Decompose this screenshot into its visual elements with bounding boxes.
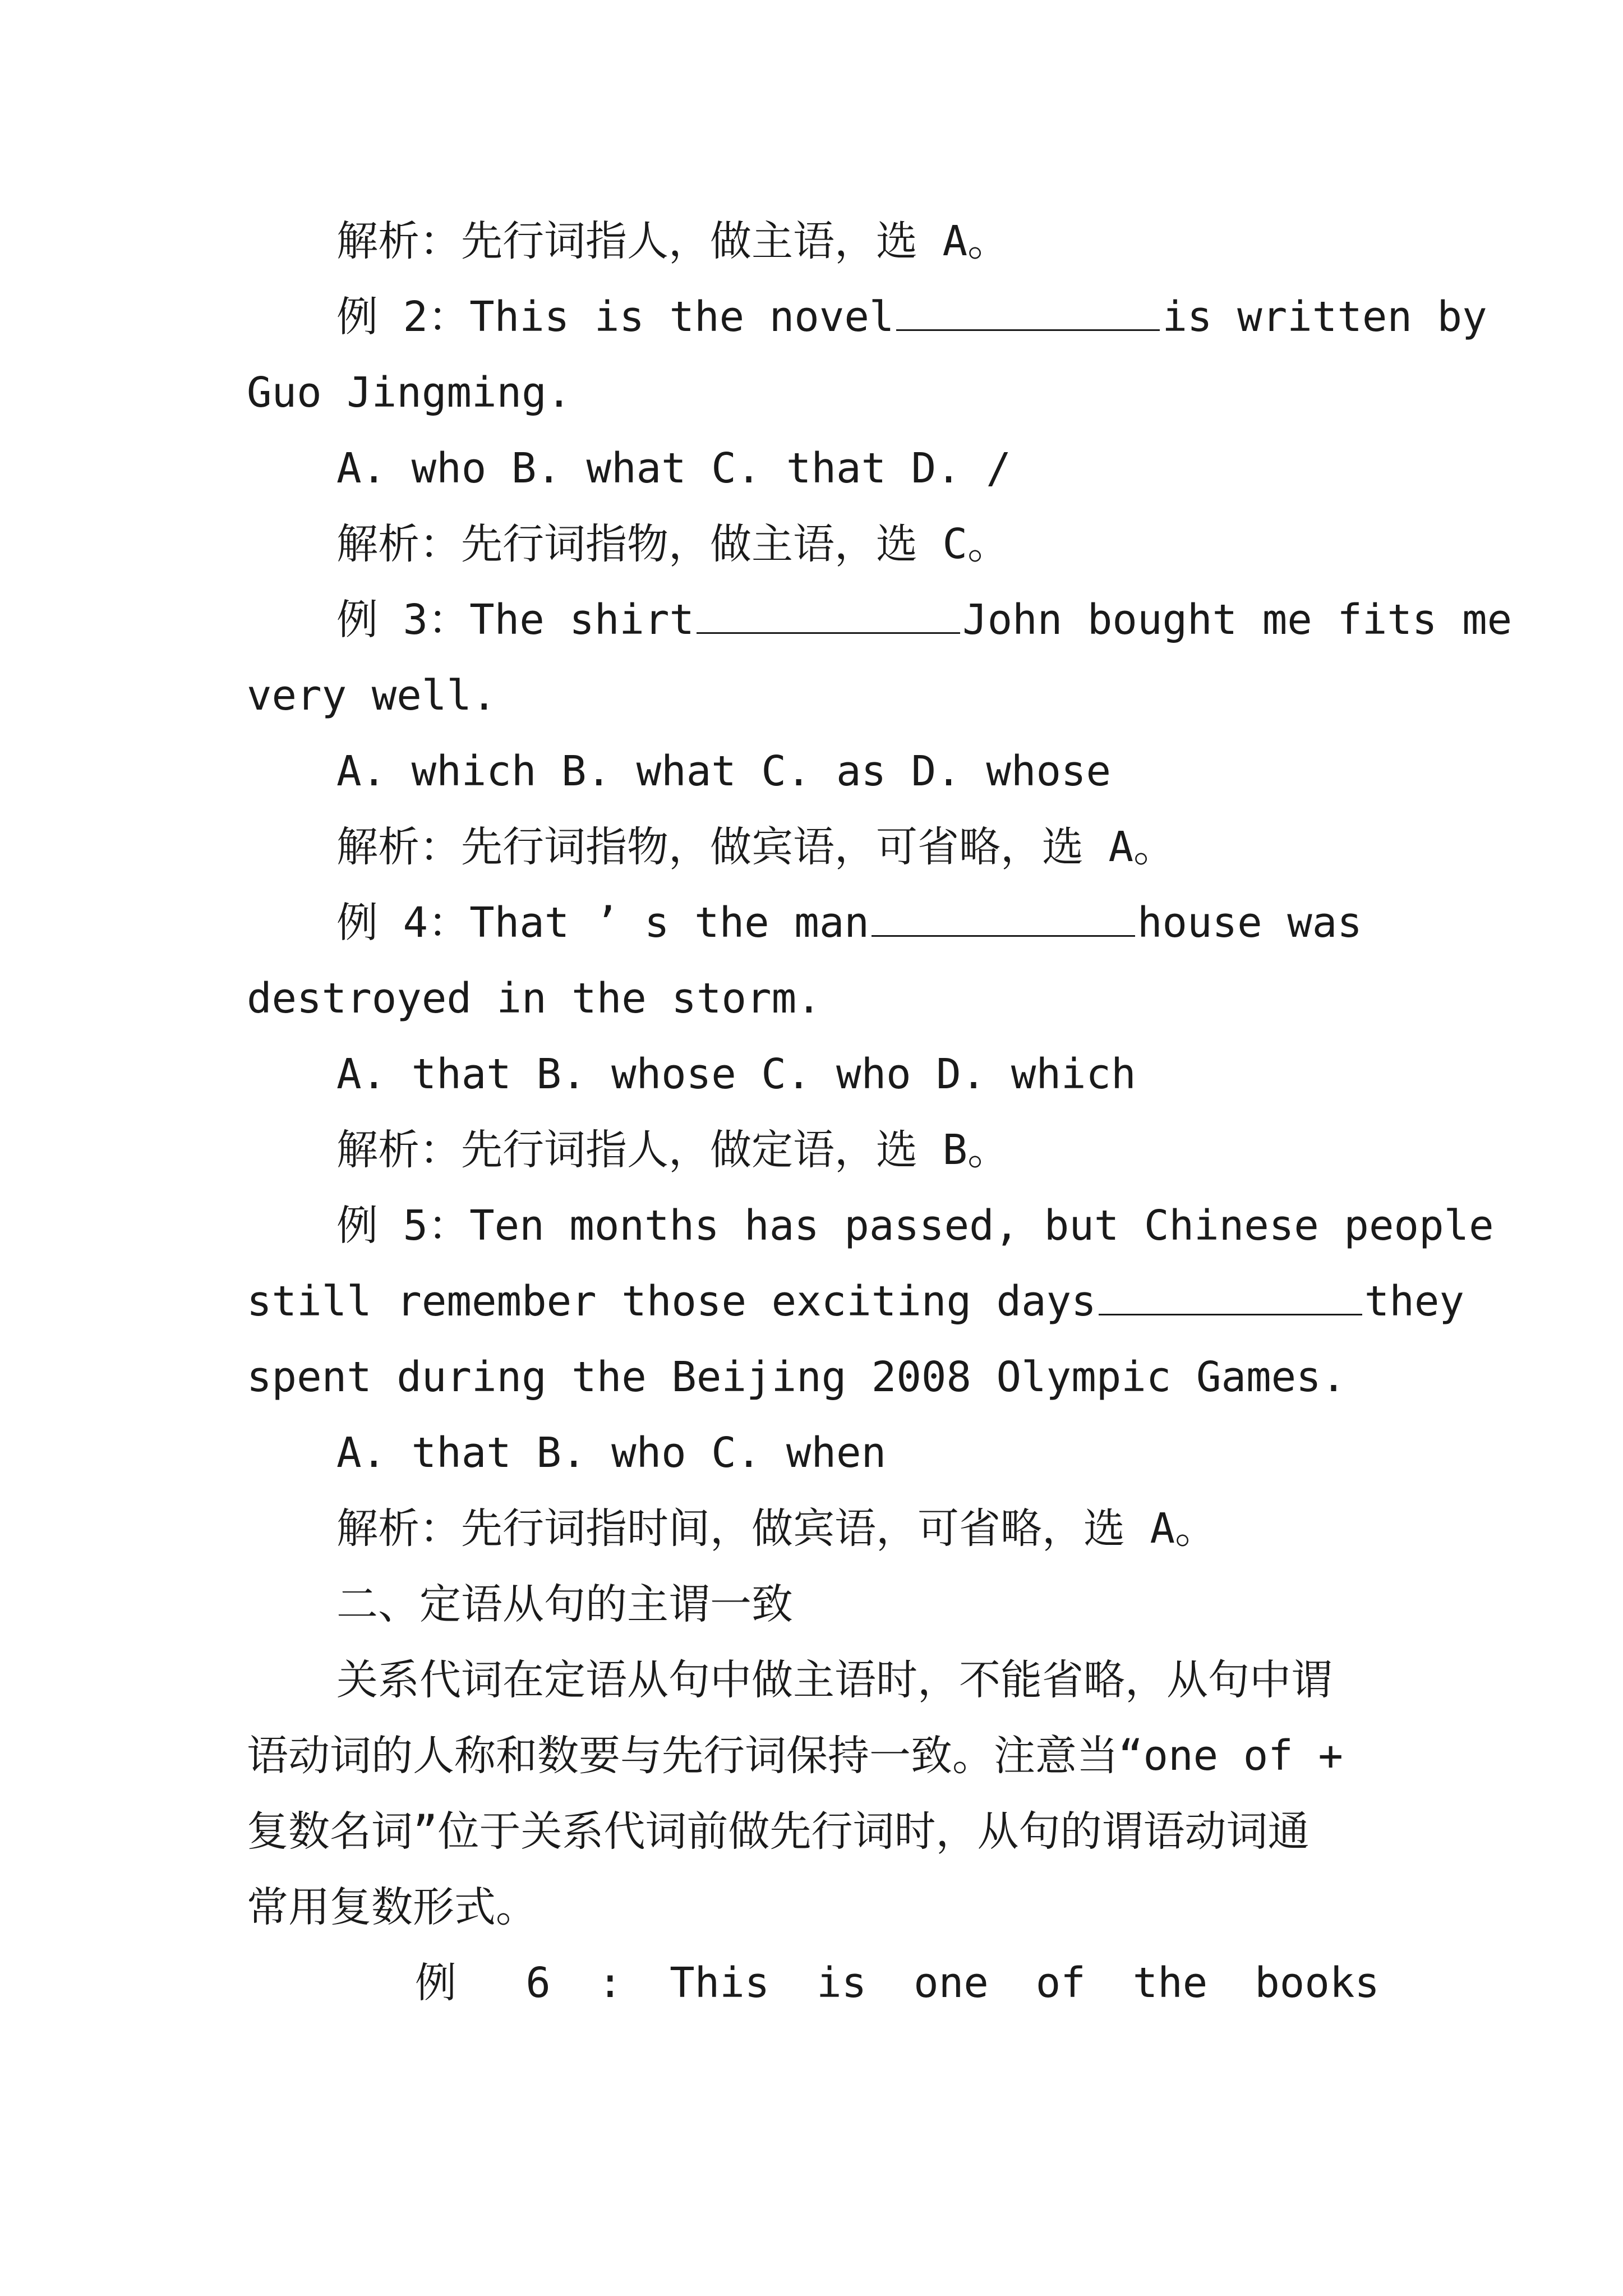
example-5-options: A. that B. who C. when bbox=[336, 1429, 887, 1477]
paragraph-line-1: 关系代词在定语从句中做主语时，不能省略，从句中谓 bbox=[336, 1656, 1332, 1704]
fill-in-blank bbox=[697, 593, 960, 634]
example-4-options: A. that B. whose C. who D. which bbox=[336, 1050, 1136, 1098]
example-2-line-1 bbox=[336, 289, 1487, 345]
example-2-options: A. who B. what C. that D. / bbox=[336, 444, 1011, 493]
paragraph-line-3: 复数名词”位于关系代词前做先行词时，从句的谓语动词通 bbox=[247, 1807, 1310, 1856]
answer-explanation: 解析：先行词指人，做主语，选 A。 bbox=[336, 217, 1009, 265]
example-4-explanation: 解析：先行词指人，做定语，选 B。 bbox=[336, 1126, 1009, 1174]
example-3-line-2: very well. bbox=[247, 671, 497, 720]
example-4-line-2: destroyed in the storm. bbox=[247, 974, 822, 1023]
example-4-text: 例 4：That ’ s the man bbox=[336, 899, 869, 947]
example-5-line-2 bbox=[247, 1273, 1464, 1329]
paragraph-line-4: 常用复数形式。 bbox=[247, 1883, 537, 1931]
example-4-text-cont: house was bbox=[1137, 899, 1362, 947]
fill-in-blank bbox=[1099, 1274, 1362, 1315]
example-3-text: 例 3：The shirt bbox=[336, 596, 695, 644]
example-6-line-1: 例 6 : This is one of the books bbox=[415, 1959, 1380, 2007]
example-2-explanation: 解析：先行词指物，做主语，选 C。 bbox=[336, 520, 1009, 568]
example-2-text-cont: is written by bbox=[1162, 293, 1487, 341]
example-3-options: A. which B. what C. as D. whose bbox=[336, 747, 1112, 795]
example-2-text: 例 2：This is the novel bbox=[336, 293, 895, 341]
fill-in-blank bbox=[896, 290, 1160, 331]
section-heading: 二、定语从句的主谓一致 bbox=[336, 1580, 793, 1628]
example-5-line-1: 例 5：Ten months has passed, but Chinese people bbox=[336, 1202, 1494, 1250]
example-5-text: still remember those exciting days bbox=[247, 1277, 1096, 1326]
example-5-explanation: 解析：先行词指时间，做宾语，可省略，选 A。 bbox=[336, 1504, 1217, 1553]
example-4-line-1 bbox=[336, 895, 1380, 951]
example-5-text-cont: they bbox=[1364, 1277, 1464, 1326]
example-5-line-3: spent during the Beijing 2008 Olympic Games. bbox=[247, 1353, 1347, 1401]
example-3-text-cont: John bought me fits me bbox=[962, 596, 1513, 644]
example-2-line-2: Guo Jingming. bbox=[247, 369, 572, 417]
example-3-line-1 bbox=[336, 592, 1513, 648]
fill-in-blank bbox=[872, 896, 1135, 937]
example-3-explanation: 解析：先行词指物，做宾语，可省略，选 A。 bbox=[336, 823, 1175, 871]
paragraph-line-2: 语动词的人称和数要与先行词保持一致。注意当“one of + bbox=[247, 1732, 1343, 1780]
